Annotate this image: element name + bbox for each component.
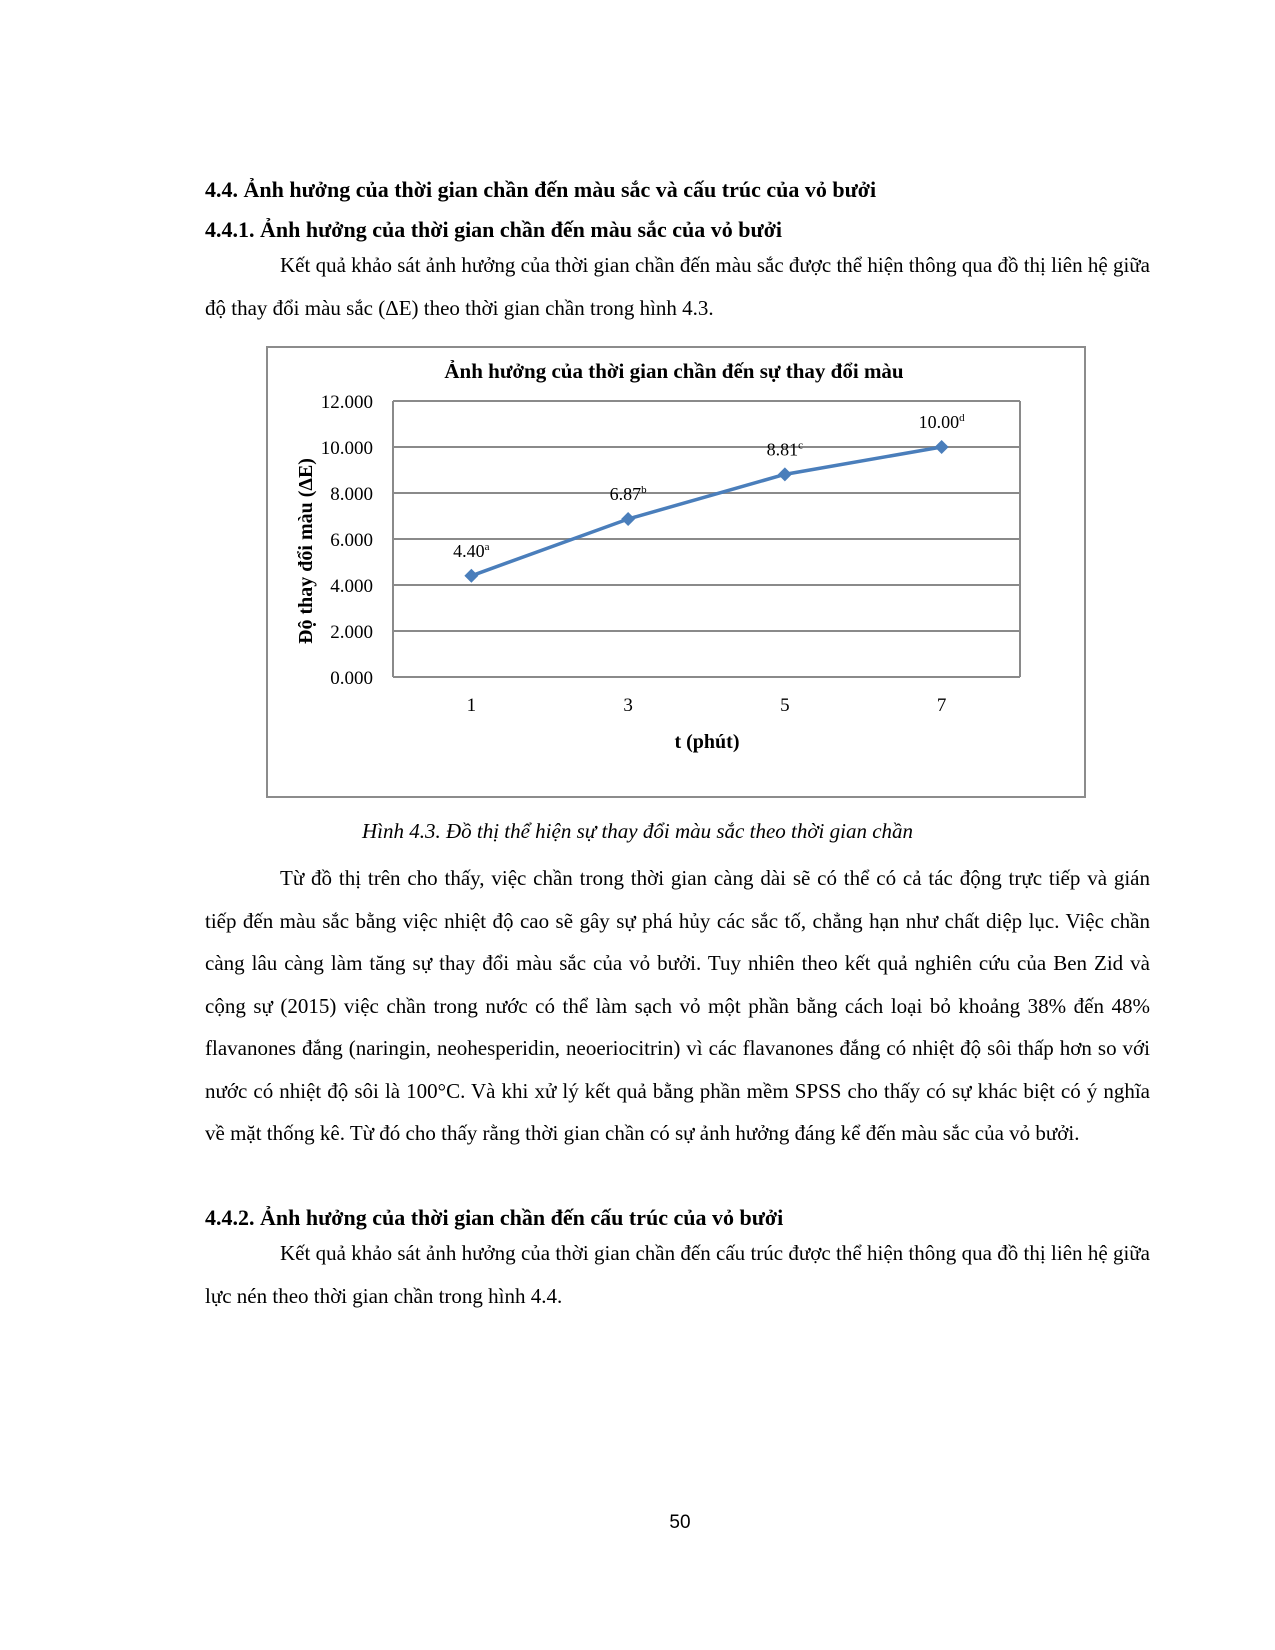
line-chart [268, 348, 1084, 796]
intro-paragraph-1 [205, 244, 1150, 329]
y-tick-label: 12.000 [320, 392, 373, 413]
y-tick-label: 0.000 [330, 668, 373, 689]
data-point [778, 467, 792, 481]
x-tick-label: 3 [623, 695, 633, 716]
intro-paragraph-2 [205, 1232, 1150, 1317]
page-number: 50 [669, 1512, 691, 1533]
data-point [464, 569, 478, 583]
figure-caption: Hình 4.3. Đồ thị thể hiện sự thay đổi màu sắc theo thời gian chần [361, 819, 914, 843]
subsection-1-heading: 4.4.1. Ảnh hưởng của thời gian chần đến màu sắc của vỏ bưởi [205, 217, 783, 242]
x-tick-label: 5 [780, 695, 790, 716]
y-axis-label: Độ thay đổi màu (ΔE) [295, 458, 317, 644]
discussion-paragraph-text: Từ đồ thị trên cho thấy, việc chần trong thời gian càng dài sẽ có thể có cả tác động trực tiếp và gián tiếp đến màu sắc bằng việc nhiệt độ cao sẽ gây sự phá hủy các sắc tố, chẳng hạn như chất diệp lục. Việc chần càng lâu càng làm tăng sự thay đổi màu sắc của vỏ bưởi. Tuy nhiên theo kết quả nghiên cứu của Ben Zid và cộng sự (2015) việc chần trong nước có thể làm sạch vỏ một phần bằng cách loại bỏ khoảng 38% đến 48% flavanones đắng (naringin, neohesperidin, neoeriocitrin) vì các flavanones đắng có nhiệt độ sôi thấp hơn so với nước có nhiệt độ sôi là 100°C. Và khi xử lý kết quả bằng phần mềm SPSS cho thấy có sự khác biệt có ý nghĩa về mặt thống kê. Từ đó cho thấy rằng thời gian chần có sự ảnh hưởng đáng kể đến màu sắc của vỏ bưởi. [205, 866, 1150, 1145]
data-markers [464, 440, 948, 583]
data-label: 10.00$^d$ [918, 412, 965, 432]
data-label: 8.81$^c$ [766, 439, 804, 460]
data-label: 6.87$^b$ [609, 483, 647, 504]
y-tick-label: 2.000 [330, 622, 373, 643]
x-axis-label: t (phút) [674, 731, 740, 753]
y-tick-labels [321, 392, 373, 689]
y-tick-label: 10.000 [320, 438, 373, 459]
discussion-paragraph [205, 857, 1150, 1155]
gridlines [393, 401, 1020, 677]
series-line [471, 447, 941, 576]
intro-paragraph-2-text: Kết quả khảo sát ảnh hưởng của thời gian chần đến cấu trúc được thể hiện thông qua đồ thị liên hệ giữa lực nén theo thời gian chần trong hình 4.4. [205, 1241, 1150, 1308]
x-tick-label: 1 [466, 695, 477, 716]
y-tick-label: 6.000 [330, 530, 373, 551]
intro-paragraph-1-text: Kết quả khảo sát ảnh hưởng của thời gian chần đến màu sắc được thể hiện thông qua đồ thị liên hệ giữa độ thay đổi màu sắc (ΔE) theo thời gian chần trong hình 4.3. [205, 253, 1150, 320]
data-label: 4.40$^a$ [453, 540, 490, 561]
x-tick-label: 7 [936, 695, 947, 716]
chart-title: Ảnh hưởng của thời gian chần đến sự thay đổi màu [444, 359, 904, 383]
y-tick-label: 8.000 [330, 484, 373, 505]
section-heading: 4.4. Ảnh hưởng của thời gian chần đến màu sắc và cấu trúc của vỏ bưởi [205, 177, 877, 202]
data-point [935, 440, 949, 454]
subsection-2-heading: 4.4.2. Ảnh hưởng của thời gian chần đến cấu trúc của vỏ bưởi [205, 1205, 784, 1230]
data-point [621, 512, 635, 526]
figure-4-3-chart [266, 346, 1086, 798]
y-tick-label: 4.000 [330, 576, 373, 597]
x-tick-labels [467, 695, 947, 716]
